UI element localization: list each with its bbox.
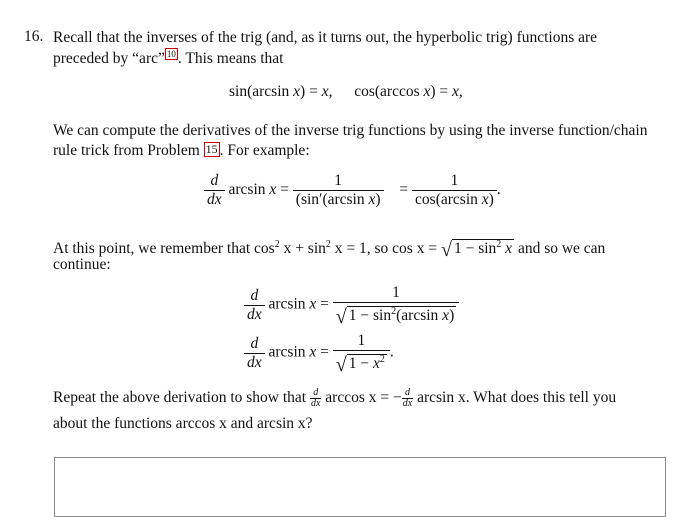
identity-cos: cos(arccos x) = x, — [354, 83, 463, 100]
para3-line-1: At this point, we remember that $\cos^2 x + \sin^2 x = 1$, so cos x = √ $1 - \sin^2 x$ and so we can — [53, 235, 605, 260]
para4-text-c: arcsin x. What does this tell you — [417, 389, 617, 407]
para3-text-a: At this point, we remember that cos — [53, 240, 275, 258]
para3-text-b: x + sin — [279, 240, 326, 258]
equation-derivative-2: $\frac{d}{dx}$ arcsin x = $\frac{1}{√ 1 - \sin^2(\arcsin x)}$ — [244, 284, 459, 326]
para2-line-1: We can compute the derivatives of the inverse trig functions by using the inverse function/chain — [53, 122, 648, 139]
equation-derivative-3: $\frac{d}{dx}$ arcsin x = $\frac{1}{√ 1 - x^2}$ . — [244, 332, 394, 374]
inverse-identities — [229, 83, 463, 101]
para3-text-d: and so we can — [514, 240, 606, 258]
intro-line-2-tail: . This means that — [177, 50, 284, 67]
para3-text-c: x = 1, so cos x = — [330, 240, 441, 258]
footnote-link[interactable]: 10 — [166, 49, 176, 59]
para3-line-2: continue: — [53, 256, 111, 273]
identity-sin: sin(arcsin x) = x, — [229, 83, 333, 100]
answer-input[interactable] — [54, 457, 666, 517]
problem-link[interactable]: 15 — [205, 142, 218, 156]
intro-line-2-text: preceded by “arc” — [53, 50, 165, 67]
sqrt-expr: √ $1 - \sin^2 x$ — [440, 239, 513, 262]
para4-text-b: arccos x = − — [325, 389, 402, 407]
problem-number: 16. — [24, 28, 44, 45]
para4-line-1: Repeat the above derivation to show that $\frac{d}{dx}$ arccos x = − $\frac{d}{dx}$ arcsin x. What does this tell you — [53, 387, 617, 409]
equation-derivative-1: $\frac{d}{dx}$ arcsin x = $\frac{1}{\text{(sin′(arcsin x)}}$ = $\frac{1}{\text{cos(arcsin x)}}$ . — [204, 172, 501, 209]
para4-line-2: about the functions arccos x and arcsin x? — [53, 415, 313, 432]
intro-line-1: Recall that the inverses of the trig (and, as it turns out, the hyperbolic trig) functions are — [53, 29, 598, 46]
para4-text-a: Repeat the above derivation to show that — [53, 389, 307, 407]
intro-line-2 — [53, 48, 284, 69]
para2-line-2-text: rule trick from Problem — [53, 142, 200, 159]
para2-line-2-tail: . For example: — [219, 142, 310, 159]
para2-line-2 — [53, 141, 310, 161]
